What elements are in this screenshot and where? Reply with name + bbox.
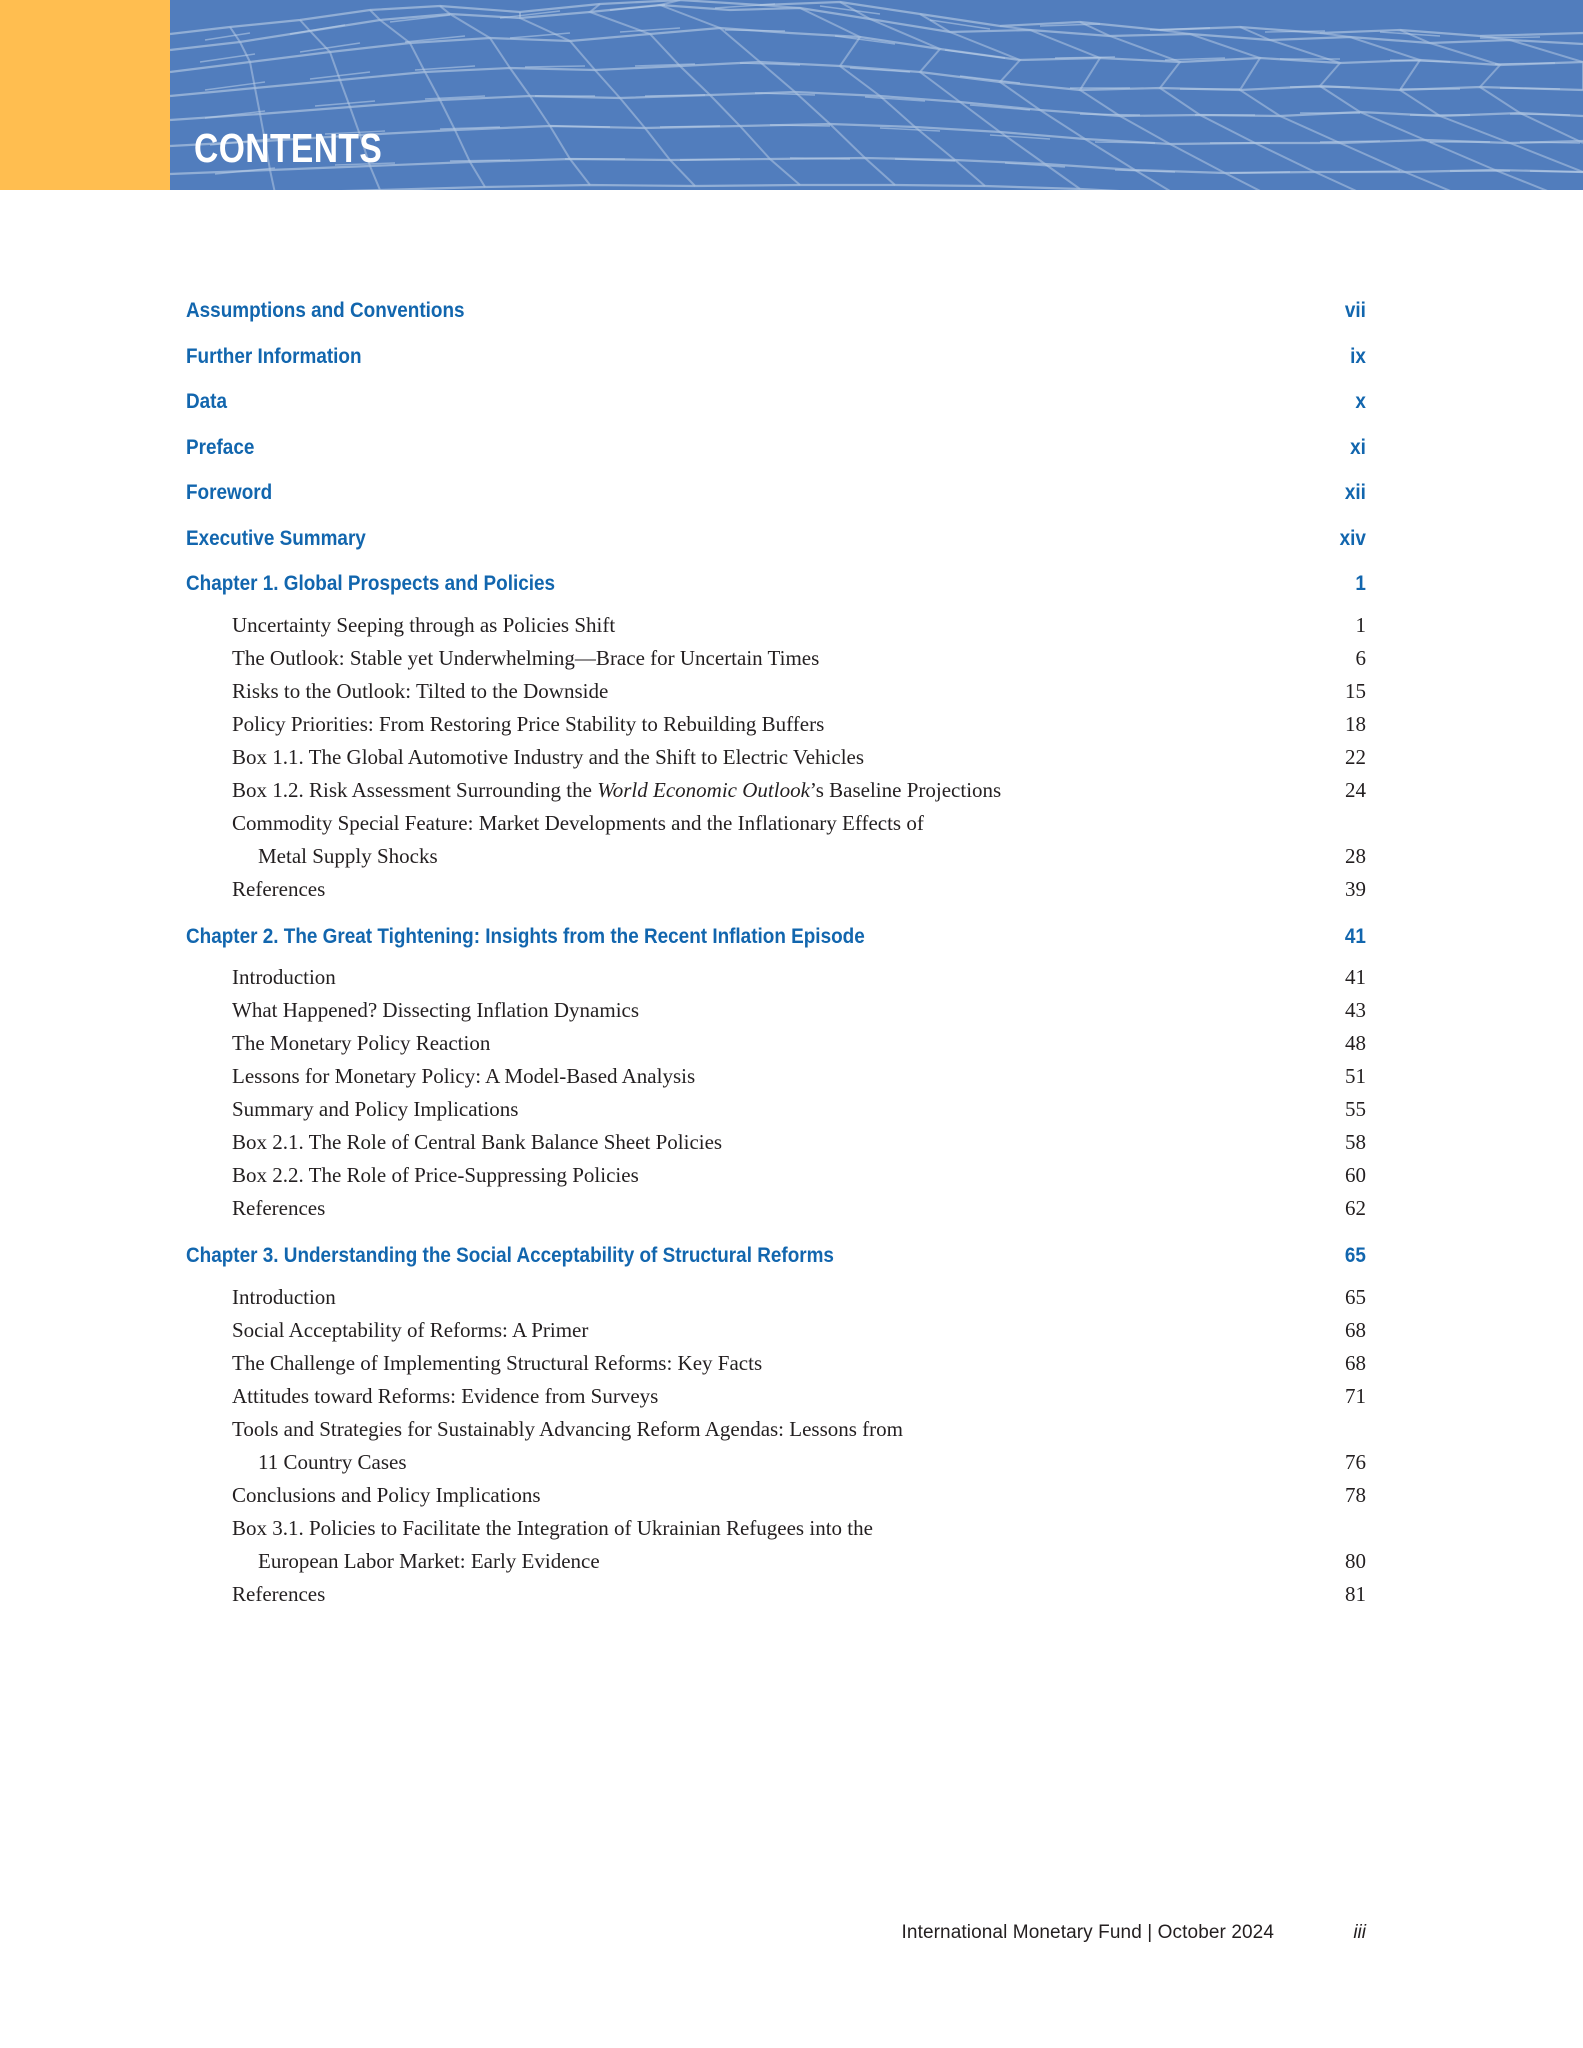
toc-subentry-label: References bbox=[232, 876, 326, 901]
toc-entry-executive-summary[interactable] bbox=[186, 526, 1366, 551]
toc-subentry-page: 81 bbox=[1345, 1581, 1366, 1606]
toc-subentry-continuation: 11 Country Cases bbox=[258, 1449, 407, 1474]
toc-entry-label: Executive Summary bbox=[186, 525, 366, 550]
toc-entry-label: Assumptions and Conventions bbox=[186, 298, 465, 322]
toc-subentry[interactable] bbox=[232, 774, 1366, 807]
toc-subentry[interactable] bbox=[232, 1281, 1366, 1314]
toc-entry-label: Further Information bbox=[186, 343, 362, 368]
toc-subentry-label: Box 2.2. The Role of Price-Suppressing Policies bbox=[232, 1163, 639, 1187]
toc-subentry-label: References bbox=[232, 1581, 326, 1606]
toc-subentry-page: 22 bbox=[1345, 744, 1366, 769]
page-title: CONTENTS bbox=[194, 125, 383, 171]
toc-subentry-label: Risks to the Outlook: Tilted to the Downside bbox=[232, 678, 609, 703]
toc-subentry[interactable] bbox=[232, 1479, 1366, 1512]
toc-entry-page: xi bbox=[1350, 434, 1366, 459]
toc-subentry[interactable] bbox=[232, 994, 1366, 1027]
toc-subentry-page: 68 bbox=[1345, 1317, 1366, 1342]
toc-subentry[interactable] bbox=[232, 675, 1366, 708]
page-footer bbox=[186, 1922, 1366, 1944]
toc-subentry-line2[interactable] bbox=[232, 1446, 1366, 1479]
toc-subentry-page: 15 bbox=[1345, 678, 1366, 703]
page-header-banner bbox=[0, 0, 1583, 190]
toc-subentry[interactable] bbox=[232, 609, 1366, 642]
toc-chapter-label: Chapter 1. Global Prospects and Policies bbox=[186, 571, 556, 595]
toc-subentry-page: 62 bbox=[1345, 1196, 1366, 1220]
toc-subentry-label: References bbox=[232, 1196, 326, 1220]
toc-subentry-label-italic: World Economic Outlook bbox=[597, 777, 810, 802]
toc-subentry-page: 41 bbox=[1345, 965, 1366, 989]
toc-chapter-label: Chapter 3. Understanding the Social Acceptability of Structural Reforms bbox=[186, 1243, 834, 1267]
toc-subentry-page: 76 bbox=[1345, 1449, 1366, 1474]
toc-subentry-page: 80 bbox=[1345, 1548, 1366, 1573]
toc-subentry-page: 1 bbox=[1355, 612, 1366, 637]
toc-subentry-label: Box 3.1. Policies to Facilitate the Integration of Ukrainian Refugees into the bbox=[232, 1515, 873, 1540]
toc-entry-page: vii bbox=[1344, 298, 1366, 322]
toc-subentry[interactable] bbox=[232, 642, 1366, 675]
toc-subentry-line2[interactable] bbox=[232, 1545, 1366, 1578]
toc-subentry-references[interactable] bbox=[232, 873, 1366, 906]
toc-subentry-label: Introduction bbox=[232, 1284, 336, 1309]
toc-entry-assumptions-and-conventions[interactable] bbox=[186, 298, 1366, 323]
toc-entry-page: xiv bbox=[1339, 525, 1366, 550]
toc-subentry-page: 24 bbox=[1345, 777, 1366, 802]
toc-subentry-page: 65 bbox=[1345, 1284, 1366, 1309]
toc-chapter-3-heading[interactable] bbox=[186, 1243, 1366, 1268]
toc-subentry-page: 48 bbox=[1345, 1031, 1366, 1055]
toc-subentry-label: Box 2.1. The Role of Central Bank Balance Sheet Policies bbox=[232, 1130, 723, 1154]
toc-subentry-page: 43 bbox=[1345, 998, 1366, 1022]
toc-entry-further-information[interactable] bbox=[186, 344, 1366, 369]
toc-subentry-label: Tools and Strategies for Sustainably Advancing Reform Agendas: Lessons from bbox=[232, 1416, 904, 1441]
toc-subentry[interactable] bbox=[232, 1027, 1366, 1060]
toc-subentry[interactable] bbox=[232, 1093, 1366, 1126]
toc-chapter-1-heading[interactable] bbox=[186, 571, 1366, 596]
toc-subentry-page: 71 bbox=[1345, 1383, 1366, 1408]
toc-entry-data[interactable] bbox=[186, 389, 1366, 414]
toc-subentry-label: Commodity Special Feature: Market Developments and the Inflationary Effects of bbox=[232, 810, 924, 835]
toc-subentry-label-pre: Box 1.2. Risk Assessment Surrounding the bbox=[232, 777, 598, 802]
toc-subentry[interactable] bbox=[232, 1347, 1366, 1380]
toc-subentry-label: Social Acceptability of Reforms: A Primer bbox=[232, 1317, 589, 1342]
table-of-contents bbox=[186, 298, 1366, 1629]
toc-entry-foreword[interactable] bbox=[186, 480, 1366, 505]
toc-subentry-page: 51 bbox=[1345, 1064, 1366, 1088]
toc-subentry[interactable] bbox=[232, 1314, 1366, 1347]
toc-subentry-page: 58 bbox=[1345, 1130, 1366, 1154]
toc-subentry-label: The Monetary Policy Reaction bbox=[232, 1031, 491, 1055]
toc-subentry[interactable] bbox=[232, 961, 1366, 994]
toc-subentry-page: 28 bbox=[1345, 843, 1366, 868]
orange-accent-block bbox=[0, 0, 170, 190]
toc-subentry-page: 18 bbox=[1345, 711, 1366, 736]
toc-entry-preface[interactable] bbox=[186, 435, 1366, 460]
toc-subentry[interactable] bbox=[232, 741, 1366, 774]
toc-subentry-label-post: ’s Baseline Projections bbox=[809, 777, 1002, 802]
toc-subentry[interactable] bbox=[232, 1380, 1366, 1413]
toc-entry-label: Data bbox=[186, 389, 228, 413]
toc-entry-page: xii bbox=[1344, 480, 1366, 504]
toc-subentry-references[interactable] bbox=[232, 1192, 1366, 1225]
toc-subentry-continuation: Metal Supply Shocks bbox=[258, 843, 438, 868]
toc-subentry-label: Box 1.1. The Global Automotive Industry and the Shift to Electric Vehicles bbox=[232, 744, 865, 769]
toc-entry-page: ix bbox=[1350, 343, 1366, 368]
toc-chapter-page: 65 bbox=[1344, 1243, 1366, 1267]
toc-subentry-page: 78 bbox=[1345, 1482, 1366, 1507]
toc-subentry-label: Uncertainty Seeping through as Policies Shift bbox=[232, 612, 616, 637]
toc-subentry-label: Policy Priorities: From Restoring Price Stability to Rebuilding Buffers bbox=[232, 711, 825, 736]
toc-subentry-page: 60 bbox=[1345, 1163, 1366, 1187]
toc-subentry-label: Lessons for Monetary Policy: A Model-Based Analysis bbox=[232, 1064, 696, 1088]
toc-subentry[interactable] bbox=[232, 1159, 1366, 1192]
toc-subentry[interactable] bbox=[232, 708, 1366, 741]
toc-entry-page: x bbox=[1355, 389, 1366, 413]
toc-subentry-line1[interactable] bbox=[232, 1413, 1366, 1446]
toc-entry-label: Foreword bbox=[186, 480, 273, 504]
footer-publisher-text: International Monetary Fund | October 2024 bbox=[901, 1922, 1274, 1943]
toc-subentry[interactable] bbox=[232, 1126, 1366, 1159]
toc-subentry-page: 55 bbox=[1345, 1097, 1366, 1121]
footer-page-number: iii bbox=[1353, 1922, 1366, 1943]
toc-subentry-continuation: European Labor Market: Early Evidence bbox=[258, 1548, 600, 1573]
toc-subentry[interactable] bbox=[232, 1060, 1366, 1093]
toc-chapter-2-entries bbox=[186, 961, 1366, 1225]
toc-subentry-label: Attitudes toward Reforms: Evidence from Surveys bbox=[232, 1383, 659, 1408]
toc-subentry-line1[interactable] bbox=[232, 1512, 1366, 1545]
toc-chapter-page: 1 bbox=[1355, 571, 1366, 595]
toc-chapter-page: 41 bbox=[1344, 923, 1366, 948]
toc-subentry-label: Summary and Policy Implications bbox=[232, 1097, 519, 1121]
toc-subentry-page: 39 bbox=[1345, 876, 1366, 901]
toc-chapter-label: Chapter 2. The Great Tightening: Insights from the Recent Inflation Episode bbox=[186, 923, 865, 948]
toc-chapter-3-entries bbox=[186, 1281, 1366, 1611]
toc-chapter-1-entries bbox=[186, 609, 1366, 906]
toc-chapter-2-heading[interactable] bbox=[186, 924, 1366, 949]
toc-subentry-label bbox=[232, 774, 1001, 807]
toc-subentry-label: Introduction bbox=[232, 965, 336, 989]
toc-subentry-line2[interactable] bbox=[232, 840, 1366, 873]
toc-subentry-page: 6 bbox=[1355, 645, 1366, 670]
toc-subentry-label: What Happened? Dissecting Inflation Dynamics bbox=[232, 998, 640, 1022]
toc-subentry-line1[interactable] bbox=[232, 807, 1366, 840]
toc-subentry-label: The Outlook: Stable yet Underwhelming—Brace for Uncertain Times bbox=[232, 645, 820, 670]
toc-subentry-label: Conclusions and Policy Implications bbox=[232, 1482, 541, 1507]
toc-subentry-label: The Challenge of Implementing Structural Reforms: Key Facts bbox=[232, 1350, 763, 1375]
toc-subentry-references[interactable] bbox=[232, 1578, 1366, 1611]
toc-entry-label: Preface bbox=[186, 434, 255, 459]
toc-subentry-page: 68 bbox=[1345, 1350, 1366, 1375]
